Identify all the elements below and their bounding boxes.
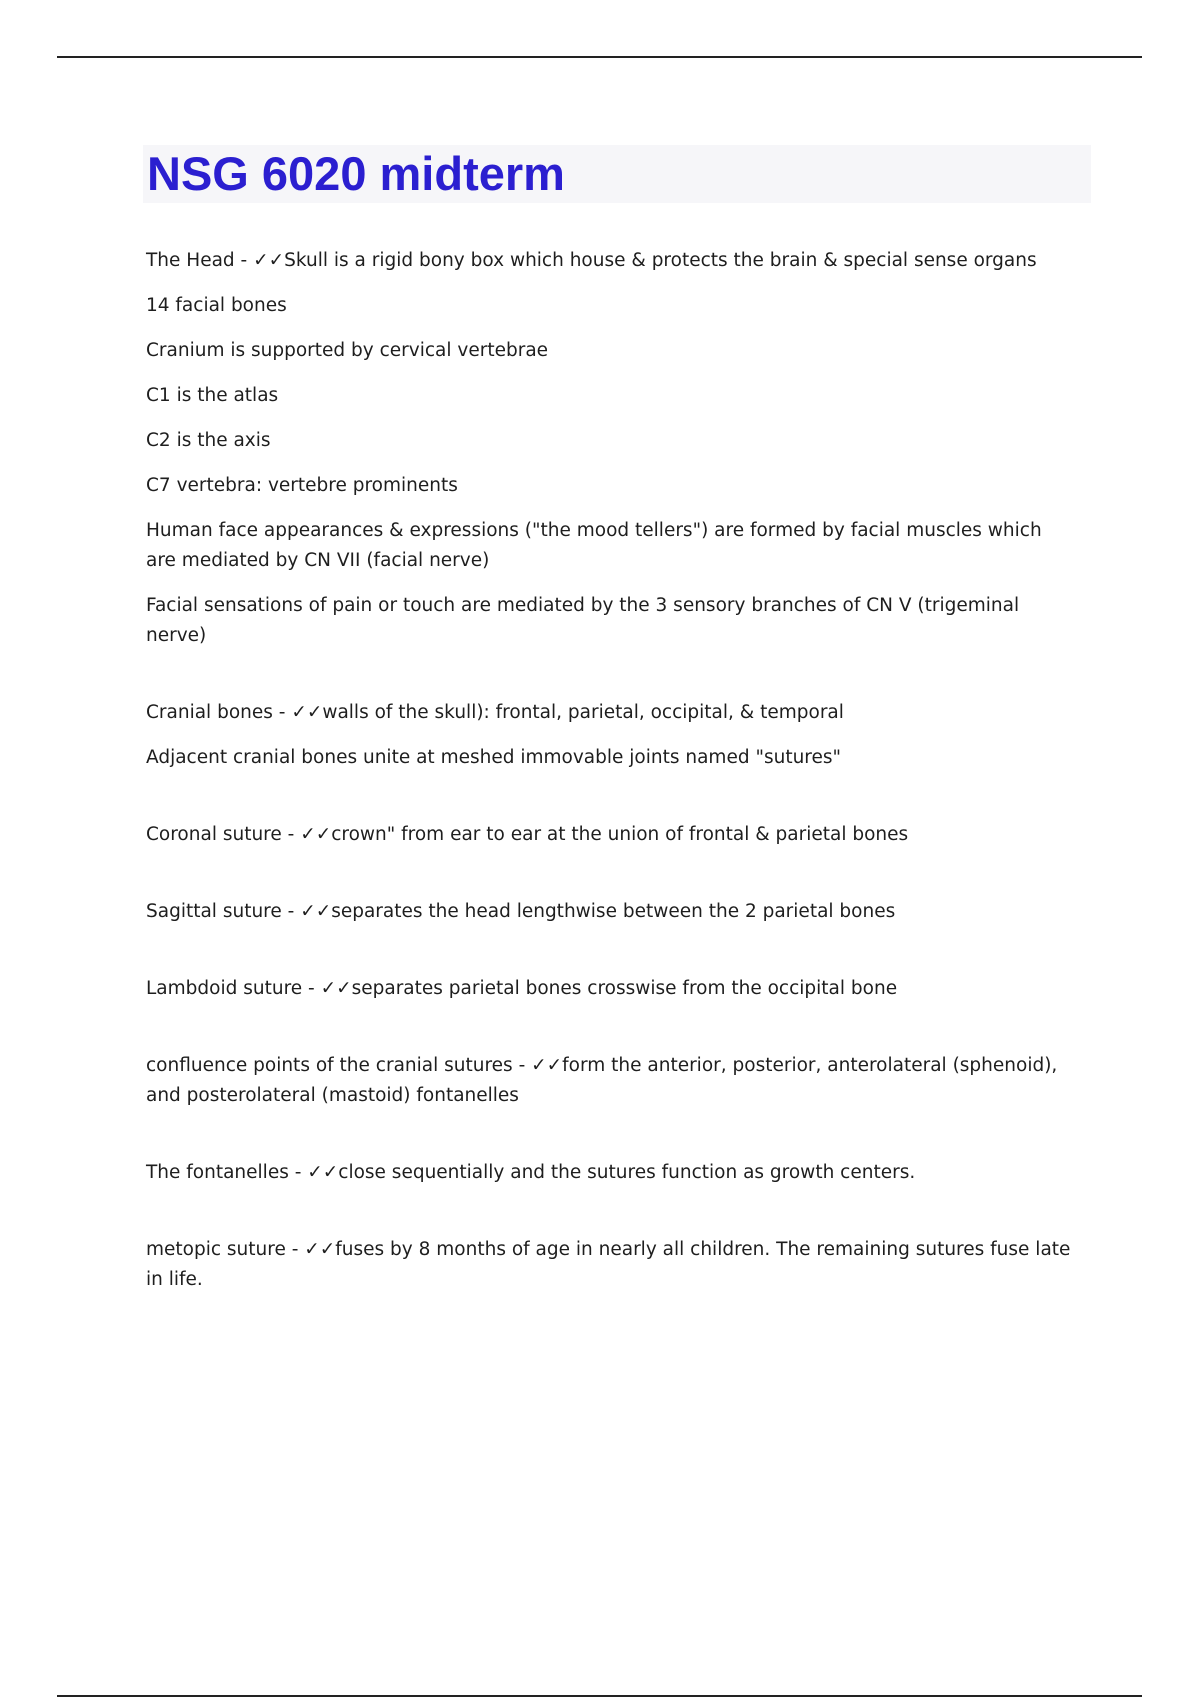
text-line: Cranium is supported by cervical vertebrae (146, 340, 549, 361)
text-line: Sagittal suture - ✓✓separates the head lengthwise between the 2 parietal bones (146, 901, 896, 922)
text-line: Cranial bones - ✓✓walls of the skull): frontal, parietal, occipital, & temporal (146, 702, 844, 723)
text-line: metopic suture - ✓✓fuses by 8 months of age in nearly all children. The remaining sutures fuse late in life. (146, 1239, 1071, 1290)
text-line: Facial sensations of pain or touch are mediated by the 3 sensory branches of CN V (trigeminal nerve) (146, 595, 1020, 646)
document-title: NSG 6020 midterm (147, 147, 565, 200)
text-line: C7 vertebra: vertebre prominents (146, 475, 458, 496)
text-line: 14 facial bones (146, 295, 287, 316)
document-body (146, 246, 1076, 1295)
top-rule (57, 56, 1142, 58)
text-line: confluence points of the cranial sutures - ✓✓form the anterior, posterior, anterolateral (sphenoid), and posterolateral (mastoid) fontanelles (146, 1055, 1058, 1106)
text-line: C1 is the atlas (146, 385, 279, 406)
text-line: Coronal suture - ✓✓crown" from ear to ear at the union of frontal & parietal bones (146, 824, 909, 845)
text-line: The fontanelles - ✓✓close sequentially and the sutures function as growth centers. (146, 1162, 916, 1183)
bottom-rule (57, 1695, 1142, 1697)
text-line: Adjacent cranial bones unite at meshed immovable joints named "sutures" (146, 747, 842, 768)
text-line: Lambdoid suture - ✓✓separates parietal bones crosswise from the occipital bone (146, 978, 898, 999)
text-line: The Head - ✓✓Skull is a rigid bony box which house & protects the brain & special sense organs (146, 250, 1037, 271)
text-line: Human face appearances & expressions ("the mood tellers") are formed by facial muscles which are mediated by CN VII (facial nerve) (146, 520, 1042, 571)
text-line: C2 is the axis (146, 430, 271, 451)
